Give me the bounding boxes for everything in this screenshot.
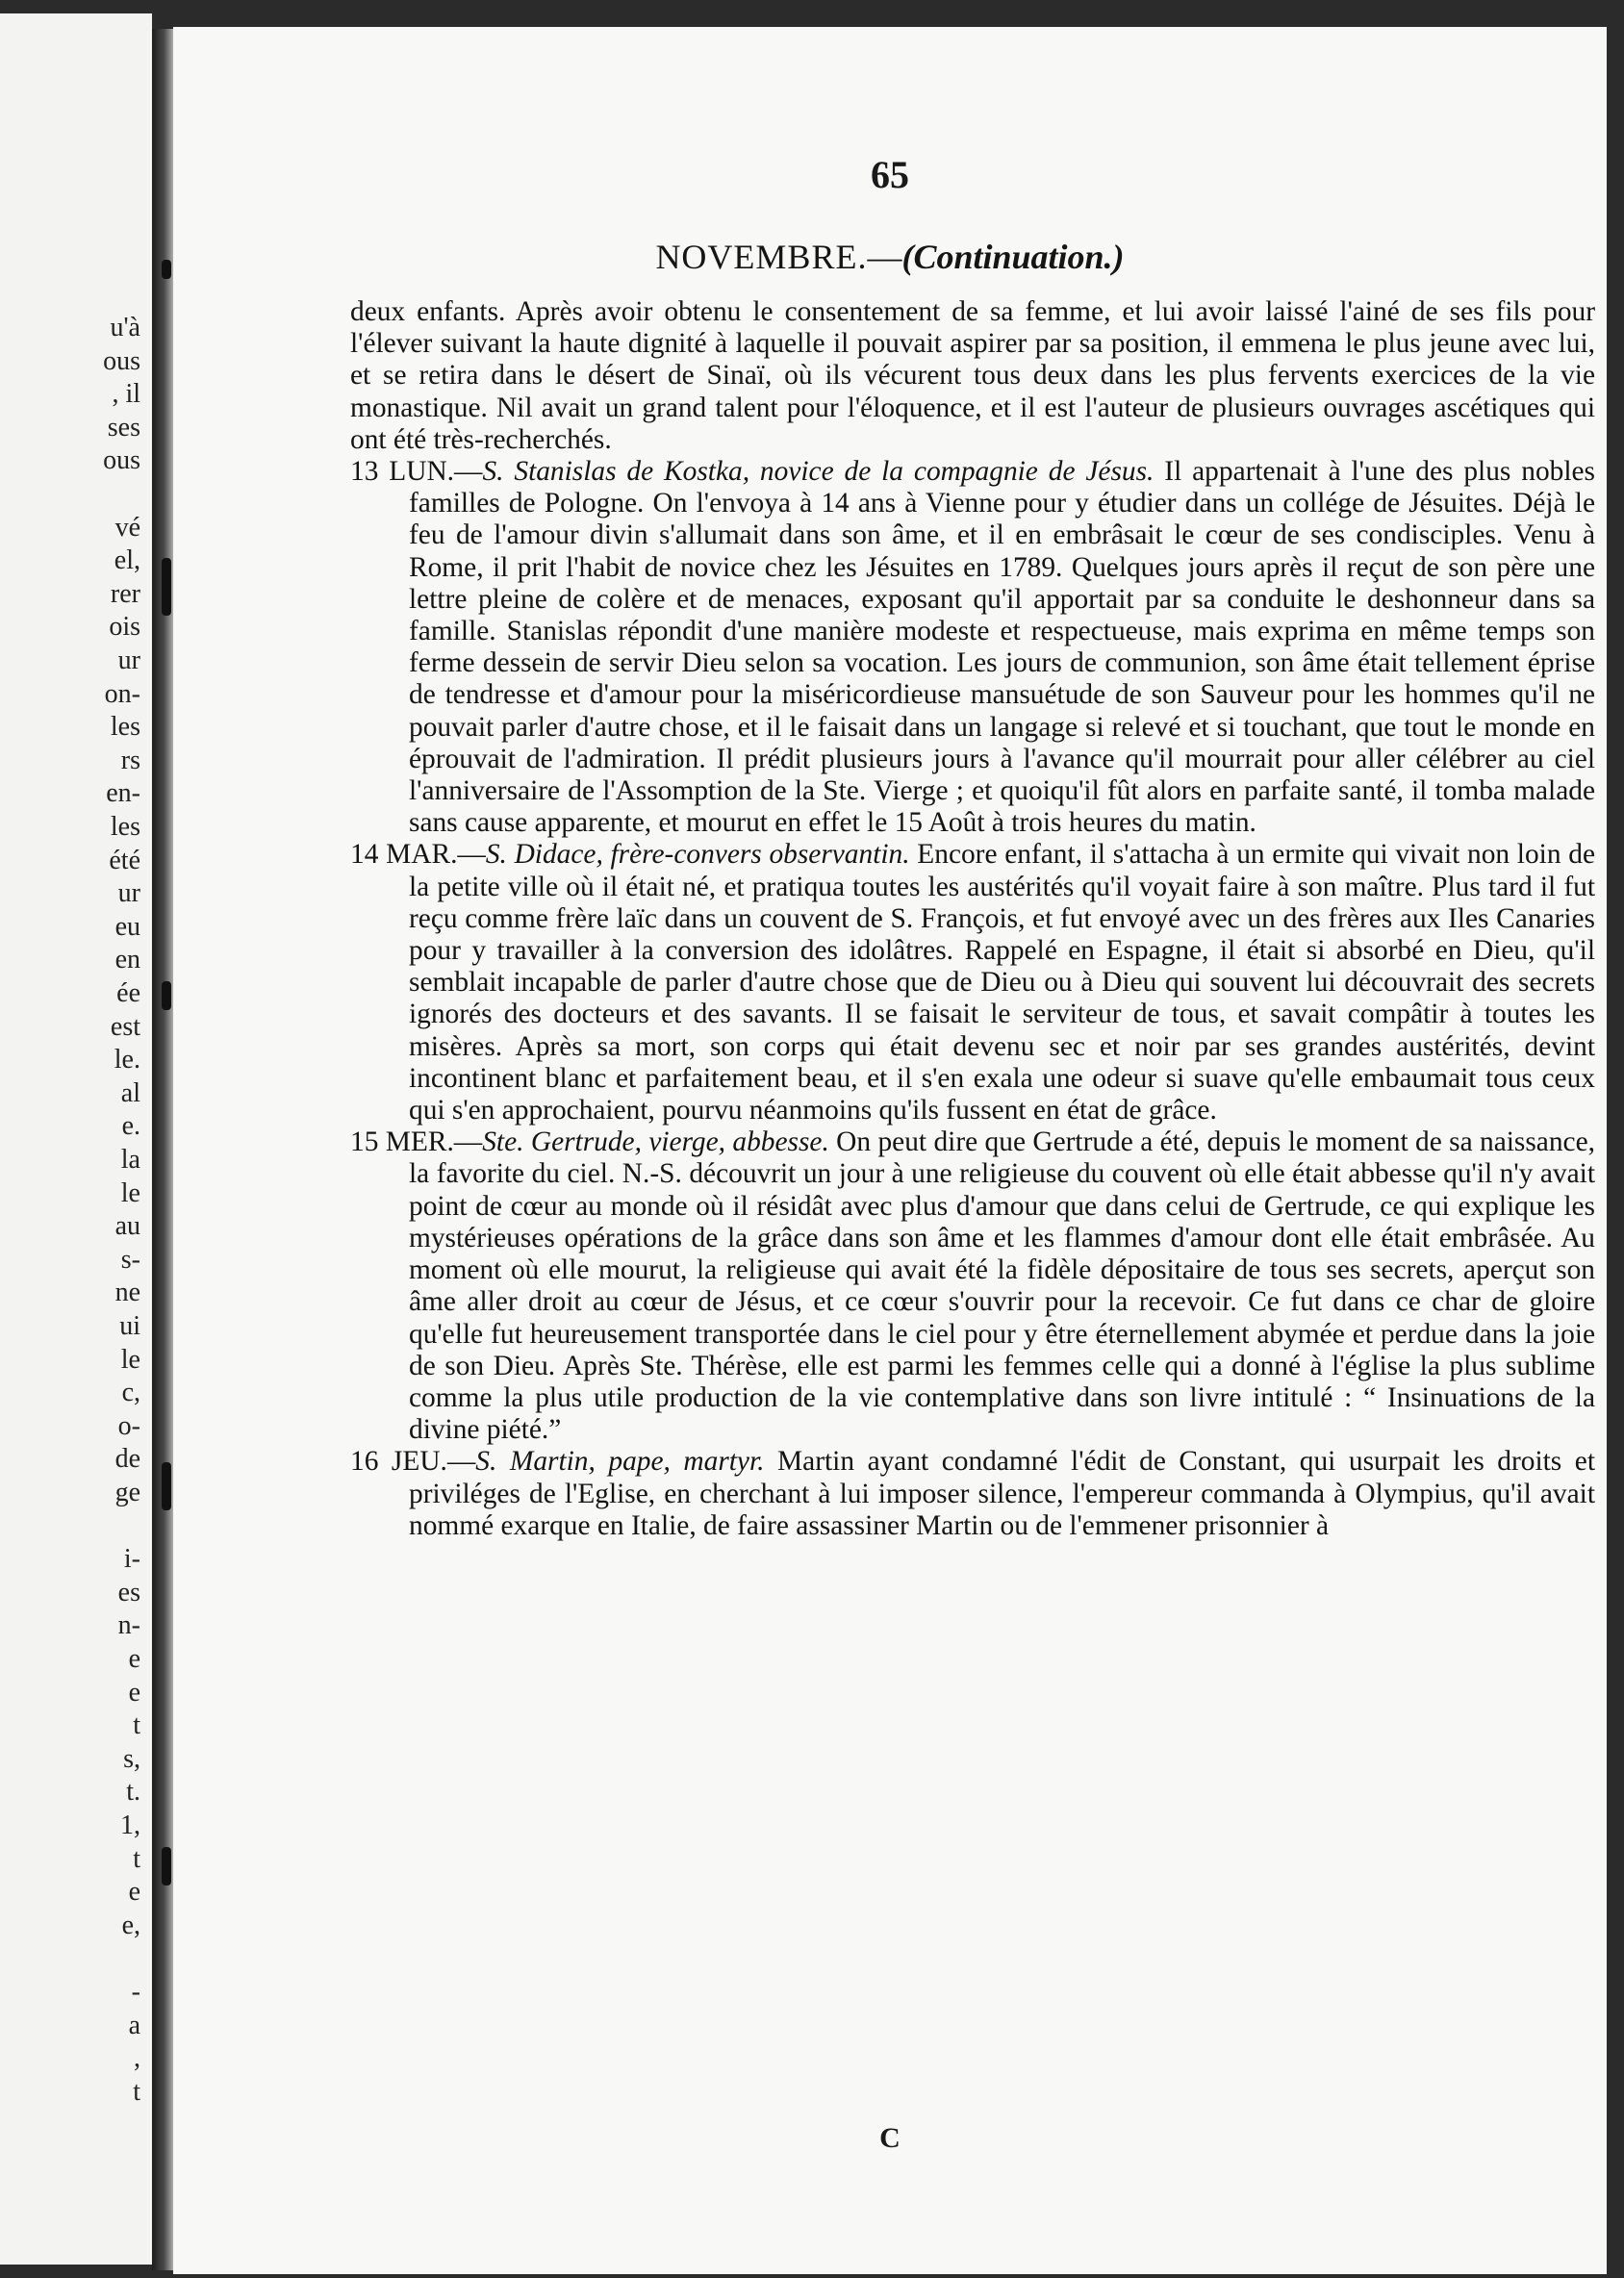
facing-page-fragment: ui: [119, 1311, 140, 1341]
binding-thread: [162, 1847, 171, 1886]
facing-page-fragment: t: [133, 1843, 140, 1874]
facing-page-fragment: rs: [120, 745, 140, 775]
facing-page-fragment: a: [128, 2010, 140, 2040]
facing-page-fragment: s,: [123, 1743, 140, 1774]
facing-page-fragment: eu: [114, 911, 140, 942]
facing-page-fragment: en: [114, 945, 140, 975]
running-head: [173, 237, 1607, 277]
facing-page-fragment: e: [128, 1877, 140, 1908]
facing-page-fragment: est: [110, 1011, 140, 1042]
facing-page-fragment: les: [110, 812, 140, 842]
entry-saint: S. Stanislas de Kostka, novice de la compagnie de Jésus.: [482, 456, 1155, 488]
entry-date: 13 LUN.—: [350, 456, 483, 488]
facing-page-fragment: de: [114, 1444, 140, 1475]
facing-page-fragment: ne: [114, 1278, 140, 1308]
facing-page-fragment: e,: [121, 1910, 140, 1940]
facing-page-edge: [0, 13, 152, 2265]
entry-saint: Ste. Gertrude, vierge, abbesse.: [482, 1126, 829, 1158]
intro-paragraph: deux enfants. Après avoir obtenu le consentement de sa femme, et lui avoir laissé l'ainé de ses fils pour l'élever suivant la haute dignité à laquelle il pouvait aspirer par sa position, il emmena le plus jeune avec lui, et se retira dans le désert de Sinaï, où ils vécurent tous deux dans les plus fervents exercices de la vie monastique. Nil avait un grand talent pour l'éloquence, et il est l'auteur de plusieurs ouvrages ascétiques qui ont été très-recherchés.: [350, 296, 1595, 455]
facing-page-fragment: c,: [121, 1378, 140, 1408]
binding-thread: [162, 558, 171, 616]
facing-page-fragment: rer: [110, 578, 140, 609]
facing-page-fragment: le: [120, 1344, 140, 1375]
binding-thread: [162, 1462, 171, 1510]
facing-page-fragment: t.: [126, 1777, 140, 1808]
entry-date: 15 MER.—: [350, 1126, 483, 1158]
calendar-entry: [350, 1126, 1595, 1446]
facing-page-fragment: les: [110, 712, 140, 743]
entry-text: Il appartenait à l'une des plus nobles familles de Pologne. On l'envoya à 14 ans à Vienne pour y étudier dans un collége de Jésuites. Déjà le feu de l'amour divin s'allumait dans son âme, et il en embrâsait le cœur de ses condisciples. Venu à Rome, il prit l'habit de novice chez les Jésuites en 1789. Quelques jours après il reçut de son père une lettre pleine de colère et de menaces, exposant qu'il apportait par sa conduite le deshonneur dans sa famille. Stanislas répondit d'une manière modeste et respectueuse, mais exprima en même temps son ferme dessein de servir Dieu selon sa vocation. Les jours de communion, son âme était tellement éprise de tendresse et d'amour pour la miséricordieuse mansuétude de son Sauveur pour les hommes qu'il ne pouvait parler d'autre chose, et il le faisait dans un langage si relevé et si touchant, que tout le monde en éprouvait de l'admiration. Il prédit plusieurs jours à l'avance qu'il mourrait pour aller célébrer au ciel l'anniversaire de l'Assomption de la Ste. Vierge ; et quoiqu'il fût alors en parfaite santé, il tomba malade sans cause apparente, et mourut en effet le 15 Août à trois heures du matin.: [409, 456, 1595, 839]
facing-page-fragment: 1,: [120, 1810, 140, 1840]
facing-page-fragment: ois: [109, 612, 140, 643]
running-head-continuation: (Continuation.): [901, 238, 1125, 276]
entry-saint: S. Didace, frère-convers observantin.: [485, 839, 910, 871]
binding-thread: [162, 260, 171, 279]
facing-page-fragment: en-: [106, 778, 140, 809]
calendar-entry: [350, 456, 1595, 839]
facing-page-fragment: al: [120, 1077, 140, 1108]
entry-saint: S. Martin, pape, martyr.: [475, 1446, 765, 1478]
facing-page-fragment: ,: [134, 2043, 140, 2074]
facing-page-fragment: vé: [114, 512, 140, 543]
entry-date: 14 MAR.—: [350, 839, 486, 871]
facing-page-fragment: ur: [117, 878, 140, 909]
facing-page-fragment: -: [131, 1977, 140, 2007]
facing-page-fragment: ée: [116, 978, 140, 1008]
facing-page-fragment: ur: [117, 645, 140, 675]
signature-mark: C: [879, 2122, 901, 2154]
facing-page-fragment: t: [133, 2076, 140, 2107]
facing-page-fragment: ge: [114, 1478, 140, 1507]
running-head-dash: —: [867, 238, 902, 276]
facing-page-fragment: ses: [107, 412, 140, 443]
facing-page-fragment: s-: [120, 1244, 140, 1275]
entry-text: Encore enfant, il s'attacha à un ermite qui vivait non loin de la petite ville où il était né, et pratiqua toutes les austérités qu'il voyait faire à son maître. Plus tard il fut reçu comme frère laïc dans un couvent de S. François, et fut envoyé avec un des frères aux Iles Canaries pour y travailler à la conversion des idolâtres. Rappelé en Espagne, il était si absorbé en Dieu, qu'il semblait incapable de parler d'autre chose que de Dieu ou à Dieu qui souvent lui découvrait des secrets ignorés des docteurs et des savants. Il se faisait le serviteur de tous, et savait compâtir à toutes les misères. Après sa mort, son corps qui était devenu sec et noir par ses grandes austérités, devint incontinent blanc et parfaitement beau, et il s'en exala une odeur si suave qu'elle embaumait tous ceux qui s'en approchaient, pourvu néanmoins qu'ils fussent en état de grâce.: [409, 839, 1595, 1126]
facing-page-fragment: la: [120, 1145, 140, 1175]
facing-page-fragment: es: [117, 1577, 140, 1607]
page-body: [350, 296, 1595, 1542]
entry-date: 16 JEU.—: [350, 1446, 476, 1478]
facing-page-fragment: t: [133, 1710, 140, 1741]
facing-page-fragment: e: [128, 1677, 140, 1708]
facing-page-fragment: , il: [112, 379, 140, 410]
facing-page-fragment: u'à: [110, 313, 140, 342]
facing-page-fragment: ous: [103, 445, 140, 476]
facing-page-fragment: été: [109, 845, 140, 875]
facing-page-fragment: e.: [121, 1111, 140, 1142]
facing-page-fragment: ous: [103, 345, 140, 376]
entry-text: Martin ayant condamné l'édit de Constant, qui usurpait les droits et priviléges de l'Eglise, en cherchant à lui imposer silence, l'empereur commanda à Olympius, qu'il avait nommé exarque en Italie, de faire assassiner Martin ou de l'emmener prisonnier à: [409, 1446, 1595, 1541]
facing-page-fragment: n-: [117, 1610, 140, 1641]
facing-page-fragment: el,: [114, 545, 140, 576]
entry-text: On peut dire que Gertrude a été, depuis le moment de sa naissance, la favorite du ciel. N.-S. découvrit un jour à une religieuse du couvent où elle était abbesse qu'il n'y avait point de cœur au monde où il résidât avec plus d'amour que dans celui de Gertrude, ce qui explique les mystérieuses opérations de la grâce dans son âme et les flammes d'amour dont elle était embrâsée. Au moment où elle mourut, la religieuse qui avait été la fidèle dépositaire de tous ses secrets, aperçut son âme aller droit au cœur de Jésus, et ce cœur s'ouvrir pour la recevoir. Ce fut dans ce char de gloire qu'elle fut heureusement transportée dans le ciel pour y être éternellement abymée et perdue dans la joie de son Dieu. Après Ste. Thérèse, elle est parmi les femmes celle qui a donné à l'église la plus sublime comme la plus utile production de la vie contemplative dans son livre intitulé : “ Insinuations de la divine piété.”: [409, 1126, 1595, 1446]
facing-page-fragment: o-: [117, 1410, 140, 1441]
facing-page-fragment: e: [128, 1644, 140, 1674]
page-number: 65: [871, 153, 909, 196]
facing-page-fragment: i-: [123, 1544, 140, 1575]
binding-thread: [162, 981, 171, 1010]
running-head-month: NOVEMBRE.: [655, 238, 868, 276]
facing-page-fragment: le: [120, 1177, 140, 1208]
calendar-entry: [350, 1446, 1595, 1542]
facing-page-fragment: on-: [104, 678, 140, 709]
book-page: [173, 27, 1607, 2274]
facing-page-fragment: au: [114, 1211, 140, 1242]
calendar-entry: [350, 839, 1595, 1126]
facing-page-fragment: le.: [114, 1045, 140, 1076]
